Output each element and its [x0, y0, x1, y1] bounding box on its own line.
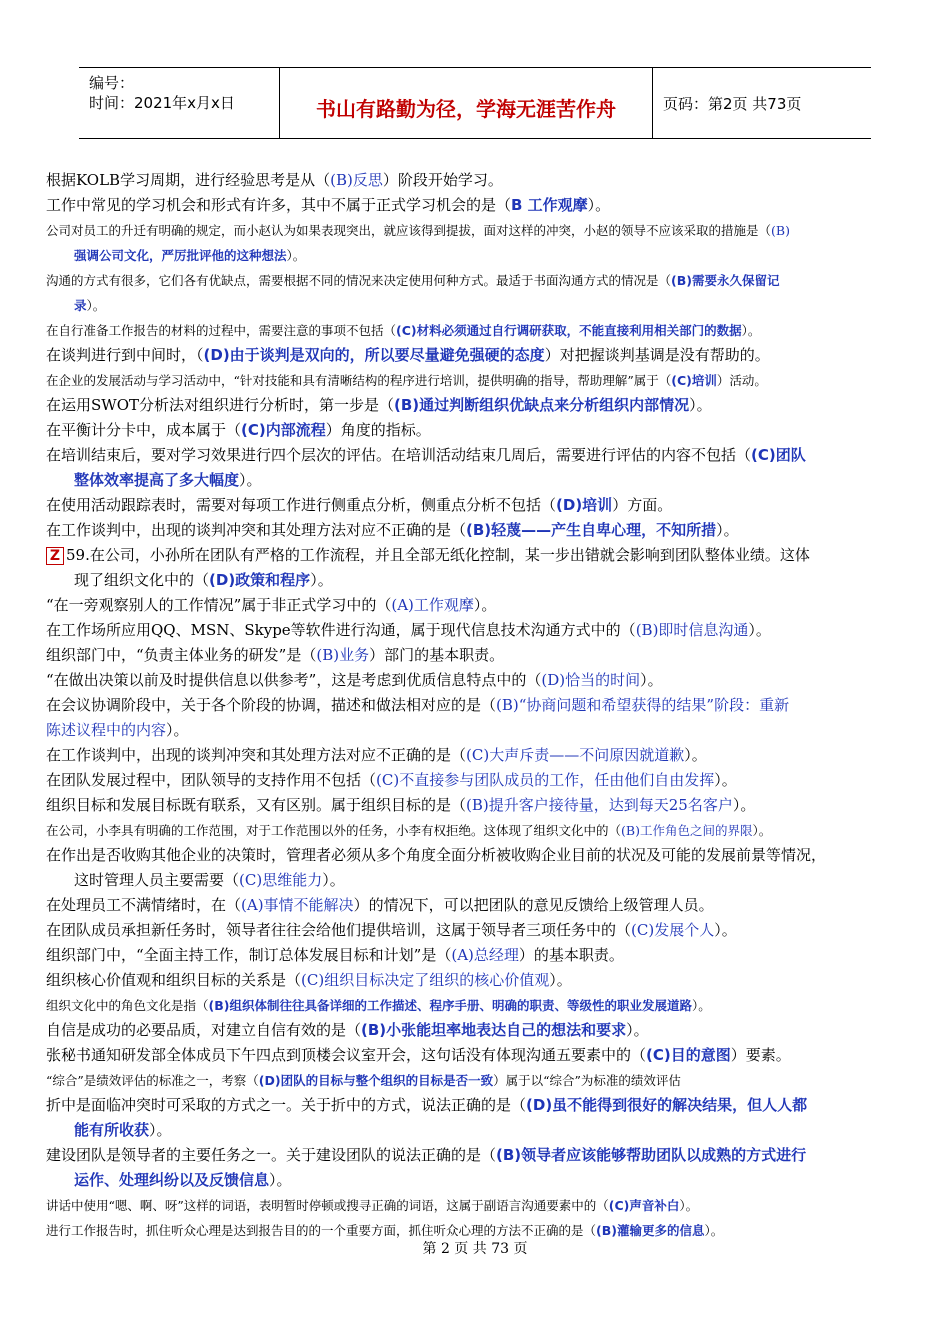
question-continuation: 强调公司文化，严厉批评他的这种想法）。: [74, 248, 306, 263]
question-item: 在工作谈判中，出现的谈判冲突和其处理方法对应不正确的是（(C)大声斥责——不问原因就道歉）。: [46, 746, 707, 764]
answer: B 工作观摩: [511, 196, 588, 214]
question-list: [46, 168, 920, 1243]
answer: (A)总经理: [451, 946, 519, 964]
question-item: 折中是面临冲突时可采取的方式之一。关于折中的方式，说法正确的是（(D)虽不能得到很好的解决结果，但人人都: [46, 1096, 808, 1114]
question-continuation: 这时管理人员主要需要（(C)思维能力）。: [74, 871, 345, 889]
answer: (C)声音补白: [608, 1198, 680, 1213]
answer: (C)思维能力: [239, 871, 323, 889]
question-item: 工作中常见的学习机会和形式有许多，其中不属于正式学习机会的是（B 工作观摩）。: [46, 196, 611, 214]
answer: 能有所收获: [74, 1121, 150, 1139]
answer: (B)通过判断组织优缺点来分析组织内部情况: [394, 396, 690, 414]
answer: 强调公司文化，严厉批评他的这种想法: [74, 248, 287, 263]
header-meta-cell: [79, 68, 280, 138]
question-item: “在做出决策以前及时提供信息以供参考”，这是考虑到优质信息特点中的（(D)恰当的时间）。: [46, 671, 663, 689]
answer: (C)组织目标决定了组织的核心价值观: [301, 971, 550, 989]
answer: (C)不直接参与团队成员的工作，任由他们自由发挥: [376, 771, 715, 789]
question-item: 讲话中使用“嗯、啊、呀”这样的词语，表明暂时停顿或搜寻正确的词语，这属于副语言沟通要素中的（(C)声音补白）。: [46, 1198, 699, 1213]
answer: (D)培训: [556, 496, 613, 514]
answer: (B)领导者应该能够帮助团队以成熟的方式进行: [496, 1146, 807, 1164]
question-item: 组织目标和发展目标既有联系，又有区别。属于组织目标的是（(B)提升客户接待量，达到每天25名客户）。: [46, 796, 756, 814]
question-item: 进行工作报告时，抓住听众心理是达到报告目的的一个重要方面，抓住听众心理的方法不正确的是（(B)灌输更多的信息）。: [46, 1223, 724, 1238]
question-item: 在运用SWOT分析法对组织进行分析时，第一步是（(B)通过判断组织优缺点来分析组织内部情况）。: [46, 396, 712, 414]
header-page-info: 页码：第2页 共73页: [663, 95, 802, 113]
answer: (B)反思: [330, 171, 383, 189]
answer: (C)团队: [751, 446, 806, 464]
question-item: 在工作场所应用QQ、MSN、Skype等软件进行沟通，属于现代信息技术沟通方式中的（(B)即时信息沟通）。: [46, 621, 771, 639]
answer: (B)提升客户接待量，达到每天25名客户: [466, 796, 733, 814]
answer: (B)需要永久保留记: [671, 273, 780, 288]
answer: (C)材料必须通过自行调研获取，不能直接利用相关部门的数据: [396, 323, 742, 338]
answer: (B): [771, 223, 790, 238]
answer: (C)内部流程: [241, 421, 326, 439]
question-continuation: 现了组织文化中的（(D)政策和程序）。: [74, 571, 333, 589]
answer: (D)由于谈判是双向的，所以要尽量避免强硬的态度: [203, 346, 545, 364]
question-item: 根据KOLB学习周期，进行经验思考是从（(B)反思）阶段开始学习。: [46, 171, 503, 189]
answer: (C)目的意图: [646, 1046, 731, 1064]
answer: 录: [74, 298, 87, 313]
doc-number-label: 编号：: [89, 74, 135, 92]
answer: (B)业务: [316, 646, 370, 664]
question-item: 在团队发展过程中，团队领导的支持作用不包括（(C)不直接参与团队成员的工作，任由他们自由发挥）。: [46, 771, 737, 789]
page-header: [79, 67, 871, 139]
answer: (B)组织体制往往具备详细的工作描述、程序手册、明确的职责、等级性的职业发展道路: [208, 998, 692, 1013]
answer: (D)恰当的时间: [541, 671, 641, 689]
question-item: 在工作谈判中，出现的谈判冲突和其处理方法对应不正确的是（(B)轻蔑——产生自卑心理，不知所措）。: [46, 521, 739, 539]
answer: (C)发展个人: [631, 921, 715, 939]
question-item: 组织部门中，“负责主体业务的研发”是（(B)业务）部门的基本职责。: [46, 646, 505, 664]
answer: (B)“协商问题和希望获得的结果”阶段：重新: [496, 696, 790, 714]
answer: (B)即时信息沟通: [635, 621, 749, 639]
header-motto-cell: [280, 68, 653, 138]
answer: 运作、处理纠纷以及反馈信息: [74, 1171, 270, 1189]
question-item: 在自行准备工作报告的材料的过程中，需要注意的事项不包括（(C)材料必须通过自行调研获取，不能直接利用相关部门的数据）。: [46, 323, 761, 338]
answer: 陈述议程中的内容: [46, 721, 167, 739]
question-item: 在平衡计分卡中，成本属于（(C)内部流程）角度的指标。: [46, 421, 431, 439]
question-item: 在公司，小李具有明确的工作范围，对于工作范围以外的任务，小李有权拒绝。这体现了组织文化中的（(B)工作角色之间的界限）。: [46, 823, 772, 838]
answer: (B)小张能坦率地表达自己的想法和要求: [361, 1021, 627, 1039]
answer: (C)大声斥责——不问原因就道歉: [466, 746, 685, 764]
question-item: 在会议协调阶段中，关于各个阶段的协调，描述和做法相对应的是（(B)“协商问题和希望获得的结果”阶段：重新: [46, 696, 790, 714]
question-item: 在企业的发展活动与学习活动中，“针对技能和具有清晰结构的程序进行培训，提供明确的指导，帮助理解”属于（(C)培训）活动。: [46, 373, 767, 388]
question-continuation: 运作、处理纠纷以及反馈信息）。: [74, 1171, 292, 1189]
answer: (B)灌输更多的信息: [596, 1223, 705, 1238]
header-page-cell: [653, 68, 871, 138]
page-footer: 第 2 页 共 73 页: [422, 1241, 528, 1257]
question-item: 在团队成员承担新任务时，领导者往往会给他们提供培训，这属于领导者三项任务中的（(C)发展个人）。: [46, 921, 737, 939]
answer: (A)事情不能解决: [241, 896, 354, 914]
flag-z-icon: Z: [46, 547, 64, 565]
question-item: 组织部门中，“全面主持工作，制订总体发展目标和计划”是（(A)总经理）的基本职责。: [46, 946, 624, 964]
question-item: 自信是成功的必要品质，对建立自信有效的是（(B)小张能坦率地表达自己的想法和要求）。: [46, 1021, 649, 1039]
answer: (D)虽不能得到很好的解决结果，但人人都: [526, 1096, 808, 1114]
answer: (B)轻蔑——产生自卑心理，不知所措: [466, 521, 717, 539]
question-item: 在培训结束后，要对学习效果进行四个层次的评估。在培训活动结束几周后，需要进行评估的内容不包括（(C)团队: [46, 446, 806, 464]
question-item: 在处理员工不满情绪时，在（(A)事情不能解决）的情况下，可以把团队的意见反馈给上级管理人员。: [46, 896, 714, 914]
question-continuation: 能有所收获）。: [74, 1121, 172, 1139]
doc-time-label: 时间：2021年x月x日: [89, 94, 235, 112]
answer: (D)政策和程序: [209, 571, 311, 589]
answer: (A)工作观摩: [391, 596, 474, 614]
question-item: 沟通的方式有很多，它们各有优缺点，需要根据不同的情况来决定使用何种方式。最适于书面沟通方式的情况是（(B)需要永久保留记: [46, 273, 780, 288]
answer: (B)工作角色之间的界限: [621, 823, 753, 838]
question-item: 张秘书通知研发部全体成员下午四点到顶楼会议室开会，这句话没有体现沟通五要素中的（(C)目的意图）要素。: [46, 1046, 791, 1064]
question-item: 建设团队是领导者的主要任务之一。关于建设团队的说法正确的是（(B)领导者应该能够帮助团队以成熟的方式进行: [46, 1146, 807, 1164]
question-item: “在一旁观察别人的工作情况”属于非正式学习中的（(A)工作观摩）。: [46, 596, 497, 614]
question-item: 组织文化中的角色文化是指（(B)组织体制往往具备详细的工作描述、程序手册、明确的职责、等级性的职业发展道路）。: [46, 998, 711, 1013]
header-motto: 书山有路勤为径，学海无涯苦作舟: [316, 97, 616, 121]
question-continuation: 整体效率提高了多大幅度）。: [74, 471, 262, 489]
answer: (C)培训: [671, 373, 717, 388]
question-item: 在谈判进行到中间时，（(D)由于谈判是双向的，所以要尽量避免强硬的态度）对把握谈判基调是没有帮助的。: [46, 346, 770, 364]
question-item: 在使用活动跟踪表时，需要对每项工作进行侧重点分析，侧重点分析不包括（(D)培训）方面。: [46, 496, 673, 514]
question-item: 公司对员工的升迁有明确的规定，而小赵认为如果表现突出，就应该得到提拔，面对这样的冲突，小赵的领导不应该采取的措施是（(B): [46, 223, 790, 238]
answer: 整体效率提高了多大幅度: [74, 471, 240, 489]
question-item: Z 59.在公司，小孙所在团队有严格的工作流程，并且全部无纸化控制，某一步出错就会影响到团队整体业绩。这体: [46, 543, 920, 568]
question-item: “综合”是绩效评估的标准之一，考察（(D)团队的目标与整个组织的目标是否一致）属于以“综合”为标准的绩效评估: [46, 1073, 681, 1088]
answer: (D)团队的目标与整个组织的目标是否一致: [258, 1073, 494, 1088]
question-item: 在作出是否收购其他企业的决策时，管理者必须从多个角度全面分析被收购企业目前的状况及可能的发展前景等情况，: [46, 846, 827, 864]
question-continuation: 陈述议程中的内容）。: [46, 721, 189, 739]
question-item: 组织核心价值观和组织目标的关系是（(C)组织目标决定了组织的核心价值观）。: [46, 971, 572, 989]
question-continuation: 录）。: [74, 298, 106, 313]
